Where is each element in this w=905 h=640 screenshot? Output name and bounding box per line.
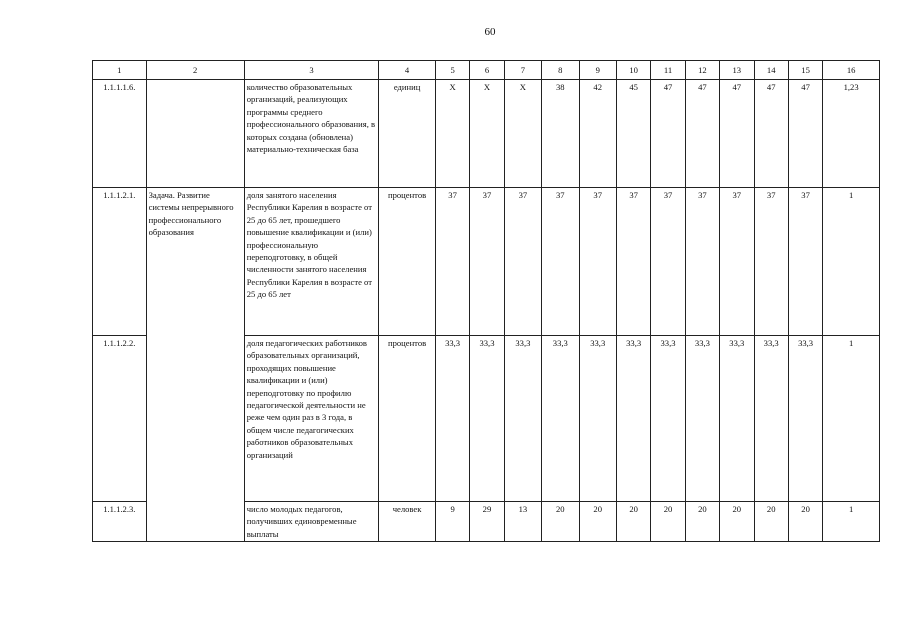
value-cell: 33,3	[435, 336, 469, 502]
value-cell: 37	[720, 188, 754, 336]
unit-cell: процентов	[379, 188, 436, 336]
value-cell: 47	[685, 80, 719, 188]
table-row	[93, 80, 880, 188]
value-cell: 47	[754, 80, 788, 188]
column-header: 5	[435, 61, 469, 80]
task-cell	[146, 80, 244, 188]
column-header: 11	[651, 61, 685, 80]
column-header: 3	[244, 61, 379, 80]
table-row	[93, 502, 880, 542]
unit-cell: единиц	[379, 80, 436, 188]
value-cell: 33,3	[685, 336, 719, 502]
column-header: 4	[379, 61, 436, 80]
value-cell: 37	[754, 188, 788, 336]
table-row	[93, 188, 880, 336]
value-cell: 38	[542, 80, 579, 188]
indicator-cell: число молодых педагогов, получивших единовременные выплаты	[244, 502, 379, 542]
value-cell: 33,3	[616, 336, 650, 502]
row-code: 1.1.1.2.2.	[93, 336, 147, 502]
column-header: 1	[93, 61, 147, 80]
header-row	[93, 61, 880, 80]
column-header: 9	[579, 61, 616, 80]
value-cell: 1,23	[823, 80, 880, 188]
column-header: 13	[720, 61, 754, 80]
task-cell	[146, 336, 244, 502]
column-header: 8	[542, 61, 579, 80]
value-cell: 47	[651, 80, 685, 188]
value-cell: 20	[720, 502, 754, 542]
value-cell: 1	[823, 502, 880, 542]
value-cell: 1	[823, 188, 880, 336]
value-cell: 37	[616, 188, 650, 336]
value-cell: 37	[685, 188, 719, 336]
value-cell: 20	[685, 502, 719, 542]
value-cell: 42	[579, 80, 616, 188]
unit-cell: человек	[379, 502, 436, 542]
unit-cell: процентов	[379, 336, 436, 502]
value-cell: 33,3	[651, 336, 685, 502]
value-cell: 37	[788, 188, 822, 336]
column-header: 10	[616, 61, 650, 80]
value-cell: 33,3	[542, 336, 579, 502]
indicator-cell: доля занятого населения Республики Карелия в возрасте от 25 до 65 лет, прошедшего повышение квалификации и (или) профессиональную переподготовку, в общей численности занятого населения Республики Карелия в возрасте от 25 до 65 лет	[244, 188, 379, 336]
value-cell: 47	[788, 80, 822, 188]
indicators-table	[92, 60, 880, 542]
value-cell: 29	[470, 502, 504, 542]
column-header: 6	[470, 61, 504, 80]
column-header: 14	[754, 61, 788, 80]
row-code: 1.1.1.1.6.	[93, 80, 147, 188]
indicator-cell: количество образовательных организаций, реализующих программы среднего профессионального образования, в которых создана (обновлена) материально-техническая база	[244, 80, 379, 188]
column-header: 15	[788, 61, 822, 80]
value-cell: 37	[435, 188, 469, 336]
task-cell: Задача. Развитие системы непрерывного профессионального образования	[146, 188, 244, 336]
value-cell: 13	[504, 502, 541, 542]
table-row	[93, 336, 880, 502]
value-cell: 37	[504, 188, 541, 336]
value-cell: 45	[616, 80, 650, 188]
value-cell: 20	[616, 502, 650, 542]
column-header: 7	[504, 61, 541, 80]
value-cell: 33,3	[470, 336, 504, 502]
value-cell: 37	[542, 188, 579, 336]
value-cell: 20	[651, 502, 685, 542]
value-cell: 33,3	[754, 336, 788, 502]
row-code: 1.1.1.2.3.	[93, 502, 147, 542]
value-cell: 20	[579, 502, 616, 542]
row-code: 1.1.1.2.1.	[93, 188, 147, 336]
page-number: 60	[484, 26, 496, 38]
column-header: 2	[146, 61, 244, 80]
value-cell: X	[470, 80, 504, 188]
value-cell: 47	[720, 80, 754, 188]
value-cell: 33,3	[720, 336, 754, 502]
value-cell: 20	[754, 502, 788, 542]
value-cell: 20	[788, 502, 822, 542]
value-cell: 20	[542, 502, 579, 542]
value-cell: 37	[579, 188, 616, 336]
value-cell: X	[435, 80, 469, 188]
column-header: 12	[685, 61, 719, 80]
value-cell: 37	[651, 188, 685, 336]
value-cell: 9	[435, 502, 469, 542]
value-cell: 37	[470, 188, 504, 336]
value-cell: 33,3	[788, 336, 822, 502]
column-header: 16	[823, 61, 880, 80]
value-cell: 33,3	[579, 336, 616, 502]
task-cell	[146, 502, 244, 542]
value-cell: 1	[823, 336, 880, 502]
value-cell: X	[504, 80, 541, 188]
value-cell: 33,3	[504, 336, 541, 502]
indicator-cell: доля педагогических работников образовательных организаций, проходящих повышение квалификации и (или) переподготовку по профилю педагогической деятельности не реже чем один раз в 3 года, в общем числе педагогических работников образовательных организаций	[244, 336, 379, 502]
